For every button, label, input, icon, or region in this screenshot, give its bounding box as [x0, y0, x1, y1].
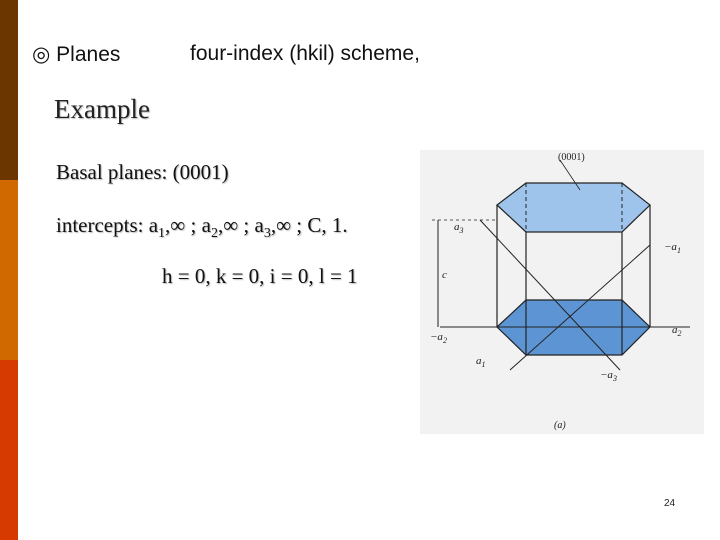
axis-letter: −a [600, 369, 613, 381]
top-basal-face [497, 183, 650, 232]
subscript: 2 [210, 226, 218, 242]
hexagonal-prism-figure [420, 150, 704, 434]
axis-letter: −a [430, 331, 443, 343]
intercepts-text: intercepts: a [56, 213, 159, 237]
accent-bar-bottom [0, 360, 18, 540]
axis-letter: a [672, 324, 678, 336]
intercepts-line [56, 213, 348, 242]
intercepts-text: ,∞ ; C, 1. [270, 213, 348, 237]
axis-subscript: 3 [459, 226, 464, 235]
intercepts-text: ,∞ ; a [217, 213, 264, 237]
figure-caption: (a) [554, 420, 566, 431]
slide-subtitle: four-index (hkil) scheme, [190, 42, 420, 65]
page-number: 24 [664, 498, 676, 509]
axis-letter: −a [664, 241, 677, 253]
axis-letter: a [476, 355, 482, 367]
basal-planes-line: Basal planes: (0001) [56, 160, 229, 184]
example-heading: Example [54, 94, 150, 124]
subscript: 3 [263, 226, 271, 242]
accent-bar-top [0, 0, 18, 180]
plane-label: (0001) [558, 152, 585, 163]
axis-subscript: 2 [677, 329, 682, 338]
miller-indices-line: h = 0, k = 0, i = 0, l = 1 [162, 264, 358, 288]
slide-title: ◎ Planes [32, 43, 121, 66]
subscript: 1 [158, 226, 166, 242]
axis-subscript: 1 [481, 360, 486, 369]
intercepts-text: ,∞ ; a [165, 213, 211, 237]
c-label: c [442, 269, 447, 281]
axis-letter: a [454, 221, 460, 233]
axis-subscript: 2 [442, 336, 447, 345]
axis-subscript: 1 [676, 246, 681, 255]
axis-subscript: 3 [612, 374, 617, 383]
accent-bar-middle [0, 180, 18, 360]
